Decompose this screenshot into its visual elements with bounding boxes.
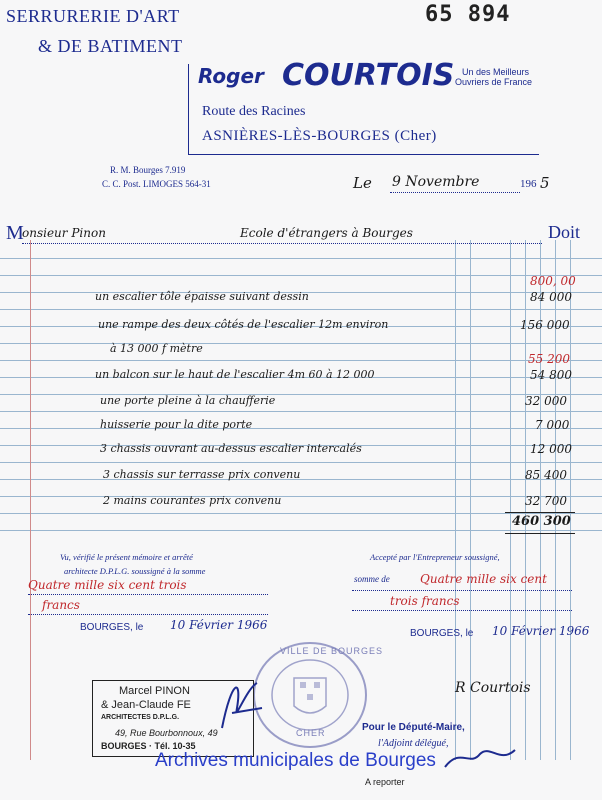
item-amount: 12 000 <box>530 442 572 456</box>
distinction-line-1: Un des Meilleurs <box>462 67 530 77</box>
item-text: une rampe des deux côtés de l'escalier 12m environ <box>98 318 389 331</box>
item-text: un escalier tôle épaisse suivant dessin <box>95 290 309 303</box>
total-rule <box>505 512 575 513</box>
architect-signature <box>212 668 272 738</box>
company-ccp: C. C. Post. LIMOGES 564-31 <box>102 179 211 189</box>
right-cert-place: BOURGES, le <box>410 628 474 639</box>
addressee-school: Ecole d'étrangers à Bourges <box>240 226 413 240</box>
right-cert-dotted-2 <box>352 610 572 611</box>
total-amount: 460 300 <box>512 514 571 529</box>
left-cert-red-2: francs <box>42 598 80 612</box>
addressee-name: onsieur Pinon <box>22 226 106 240</box>
date-handwritten: 9 Novembre <box>392 174 480 190</box>
left-cert-place: BOURGES, le <box>80 622 144 633</box>
item-amount: 32 700 <box>525 494 567 508</box>
item-text: 2 mains courantes prix convenu <box>103 494 282 507</box>
mayor-line-1: Pour le Député-Maire, <box>362 722 465 733</box>
item-text: huisserie pour la dite porte <box>100 418 253 431</box>
company-line-1: SERRURERIE D'ART <box>6 6 180 26</box>
company-city: ASNIÈRES-LÈS-BOURGES (Cher) <box>202 128 437 144</box>
city-seal-top-text: VILLE DE BOURGES <box>280 646 384 656</box>
company-street: Route des Racines <box>202 104 306 119</box>
item-text: une porte pleine à la chaufferie <box>100 394 276 407</box>
owner-last-name: COURTOIS <box>282 58 455 93</box>
addressee-m: M <box>6 222 24 244</box>
left-cert-line-1: Vu, vérifié le présent mémoire et arrêté <box>60 552 193 562</box>
right-cert-red-1: Quatre mille six cent <box>420 572 547 586</box>
company-line-2: & DE BATIMENT <box>38 36 183 56</box>
item-text: à 13 000 f mètre <box>110 342 203 355</box>
item-amount: 85 400 <box>525 468 567 482</box>
item-amount: 156 000 <box>520 318 570 332</box>
date-prefix: Le <box>353 174 372 192</box>
company-rm: R. M. Bourges 7.919 <box>110 165 186 175</box>
city-seal-bottom-text: CHER <box>296 728 326 738</box>
architect-stamp-line-3: ARCHITECTES D.P.L.G. <box>101 714 180 721</box>
item-red-note: 800, 00 <box>530 274 576 288</box>
addressee-dotted-line <box>22 243 542 244</box>
archives-watermark: Archives municipales de Bourges <box>155 750 436 771</box>
left-cert-dotted-2 <box>28 614 268 615</box>
total-underline <box>505 533 575 534</box>
left-cert-red-1: Quatre mille six cent trois <box>28 578 187 592</box>
item-red-note: 55 200 <box>528 352 570 366</box>
item-amount: 32 000 <box>525 394 567 408</box>
right-cert-date: 10 Février 1966 <box>492 624 590 638</box>
date-year-printed: 196 <box>520 178 537 190</box>
item-text: un balcon sur le haut de l'escalier 4m 60 à 12 000 <box>95 368 375 381</box>
item-amount: 7 000 <box>535 418 570 432</box>
left-cert-dotted-1 <box>28 594 268 595</box>
item-text: 3 chassis sur terrasse prix convenu <box>103 468 301 481</box>
footer-a-reporter: A reporter <box>365 777 405 787</box>
right-cert-line-1: Accepté par l'Entrepreneur soussigné, <box>370 552 500 562</box>
owner-first-name: Roger <box>198 64 264 88</box>
architect-stamp-line-1: Marcel PINON <box>119 685 190 697</box>
doit-label: Doit <box>548 222 581 242</box>
architect-stamp-line-4: 49, Rue Bourbonnoux, 49 <box>115 728 218 738</box>
right-cert-red-2: trois francs <box>390 594 460 608</box>
reference-number: 65 894 <box>425 2 511 27</box>
mayor-line-2: l'Adjoint délégué, <box>378 738 449 749</box>
architect-stamp-line-5: BOURGES · Tél. 10-35 <box>101 741 196 751</box>
contractor-signature: R Courtois <box>455 680 531 696</box>
date-year-hand: 5 <box>540 174 550 192</box>
mayor-signature <box>440 742 520 772</box>
left-cert-line-2: architecte D.P.L.G. soussigné à la somme <box>64 566 206 576</box>
item-amount: 84 000 <box>530 290 572 304</box>
architect-stamp-line-2: & Jean-Claude FE <box>101 699 191 711</box>
right-cert-prefix: somme de <box>354 574 390 584</box>
left-cert-date: 10 Février 1966 <box>170 618 268 632</box>
right-cert-dotted-1 <box>352 590 572 591</box>
item-text: 3 chassis ouvrant au-dessus escalier intercalés <box>100 442 362 455</box>
distinction-line-2: Ouvriers de France <box>455 77 533 87</box>
item-amount: 54 800 <box>530 368 572 382</box>
date-dotted-line <box>390 192 520 193</box>
